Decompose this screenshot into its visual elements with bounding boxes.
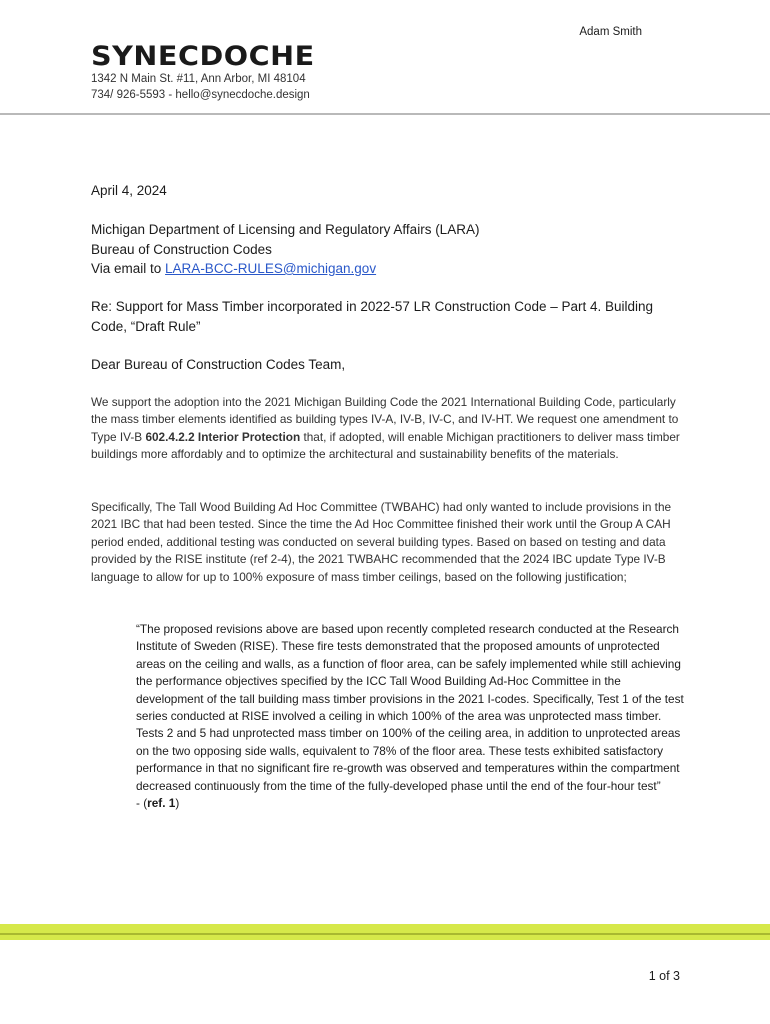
code-section-reference: 602.4.2.2 Interior Protection xyxy=(145,429,301,444)
salutation: Dear Bureau of Construction Codes Team, xyxy=(91,357,346,372)
company-logo: SYNECDOCHE xyxy=(91,41,315,72)
ref-label: ref. 1 xyxy=(147,796,176,811)
via-email-label: Via email to xyxy=(91,261,166,276)
page-number: 1 of 3 xyxy=(648,969,680,983)
company-contact: 734/ 926-5593 - hello@synecdoche.design xyxy=(91,89,310,101)
paragraph-justification: Specifically, The Tall Wood Building Ad Hoc Committee (TWBAHC) had only wanted to include provisions in the 2021 IBC that had been tested. Since the time the Ad Hoc Committee finished their work until the Group A CAH period ended, additional testing was conducted on several building types. Based on based on testing and data provided by the RISE institute (ref 2-4), the 2021 TWBAHC recommended that the 2024 IBC update Type IV-B language to allow for up to 100% exposure of mass timber ceilings, based on the following justification; xyxy=(91,500,672,584)
header-divider xyxy=(0,113,770,115)
footer-accent-line xyxy=(0,933,770,935)
letter-date: April 4, 2024 xyxy=(91,183,167,198)
quote-text: “The proposed revisions above are based upon recently completed research conducted at the Research Institute of Sweden (RISE). These fire tests demonstrated that the proposed amounts of unprotected areas on the ceiling and walls, as a function of floor area, can be safely implemented while still achieving the performance objectives specified by the ICC Tall Wood Building Ad-Hoc Committee in the development of the tall building mass timber provisions in the 2021 I-codes. Specifically, Test 1 of the test series conducted at RISE involved a ceiling in which 100% of the area was unprotected mass timber. Tests 2 and 5 had unprotected mass timber on 100% of the ceiling area, in addition to unprotected areas on the two opposing side walls, equivalent to 78% of the floor area. These tests exhibited satisfactory performance in that no significant fire re-growth was observed and temperatures within the compartment decreased continuously from the time of the fully-developed phase until the end of the four-hour test” xyxy=(136,622,684,793)
email-link[interactable]: LARA-BCC-RULES@michigan.gov xyxy=(165,261,377,276)
paragraph-adoption xyxy=(91,394,683,464)
author-name: Adam Smith xyxy=(579,26,642,38)
footer-accent-band xyxy=(0,924,770,940)
ref-prefix: - ( xyxy=(136,796,148,811)
recipient-email-line xyxy=(91,259,687,279)
ref-suffix: ) xyxy=(175,796,180,811)
block-quote xyxy=(136,621,684,812)
subject-line: Re: Support for Mass Timber incorporated in 2022-57 LR Construction Code – Part 4. Building Code, “Draft Rule” xyxy=(91,299,654,334)
recipient-bureau: Bureau of Construction Codes xyxy=(91,241,272,257)
recipient-block xyxy=(91,220,687,279)
paragraph-text: We support the adoption into the 2021 Michigan Building Code the 2021 International Building Code, particularly the mass timber elements identified as building types IV-A, IV-B, IV-C, and IV-HT. We request one amendment to Type IV-B xyxy=(91,395,679,444)
company-address: 1342 N Main St. #11, Ann Arbor, MI 48104 xyxy=(91,73,306,85)
recipient-department: Michigan Department of Licensing and Regulatory Affairs (LARA) xyxy=(91,222,480,237)
quote-reference xyxy=(136,795,684,812)
paragraph-text: that, if adopted, will enable Michigan practitioners to deliver mass timber buildings more affordably and to optimize the architectural and sustainability benefits of the materials. xyxy=(91,429,680,462)
